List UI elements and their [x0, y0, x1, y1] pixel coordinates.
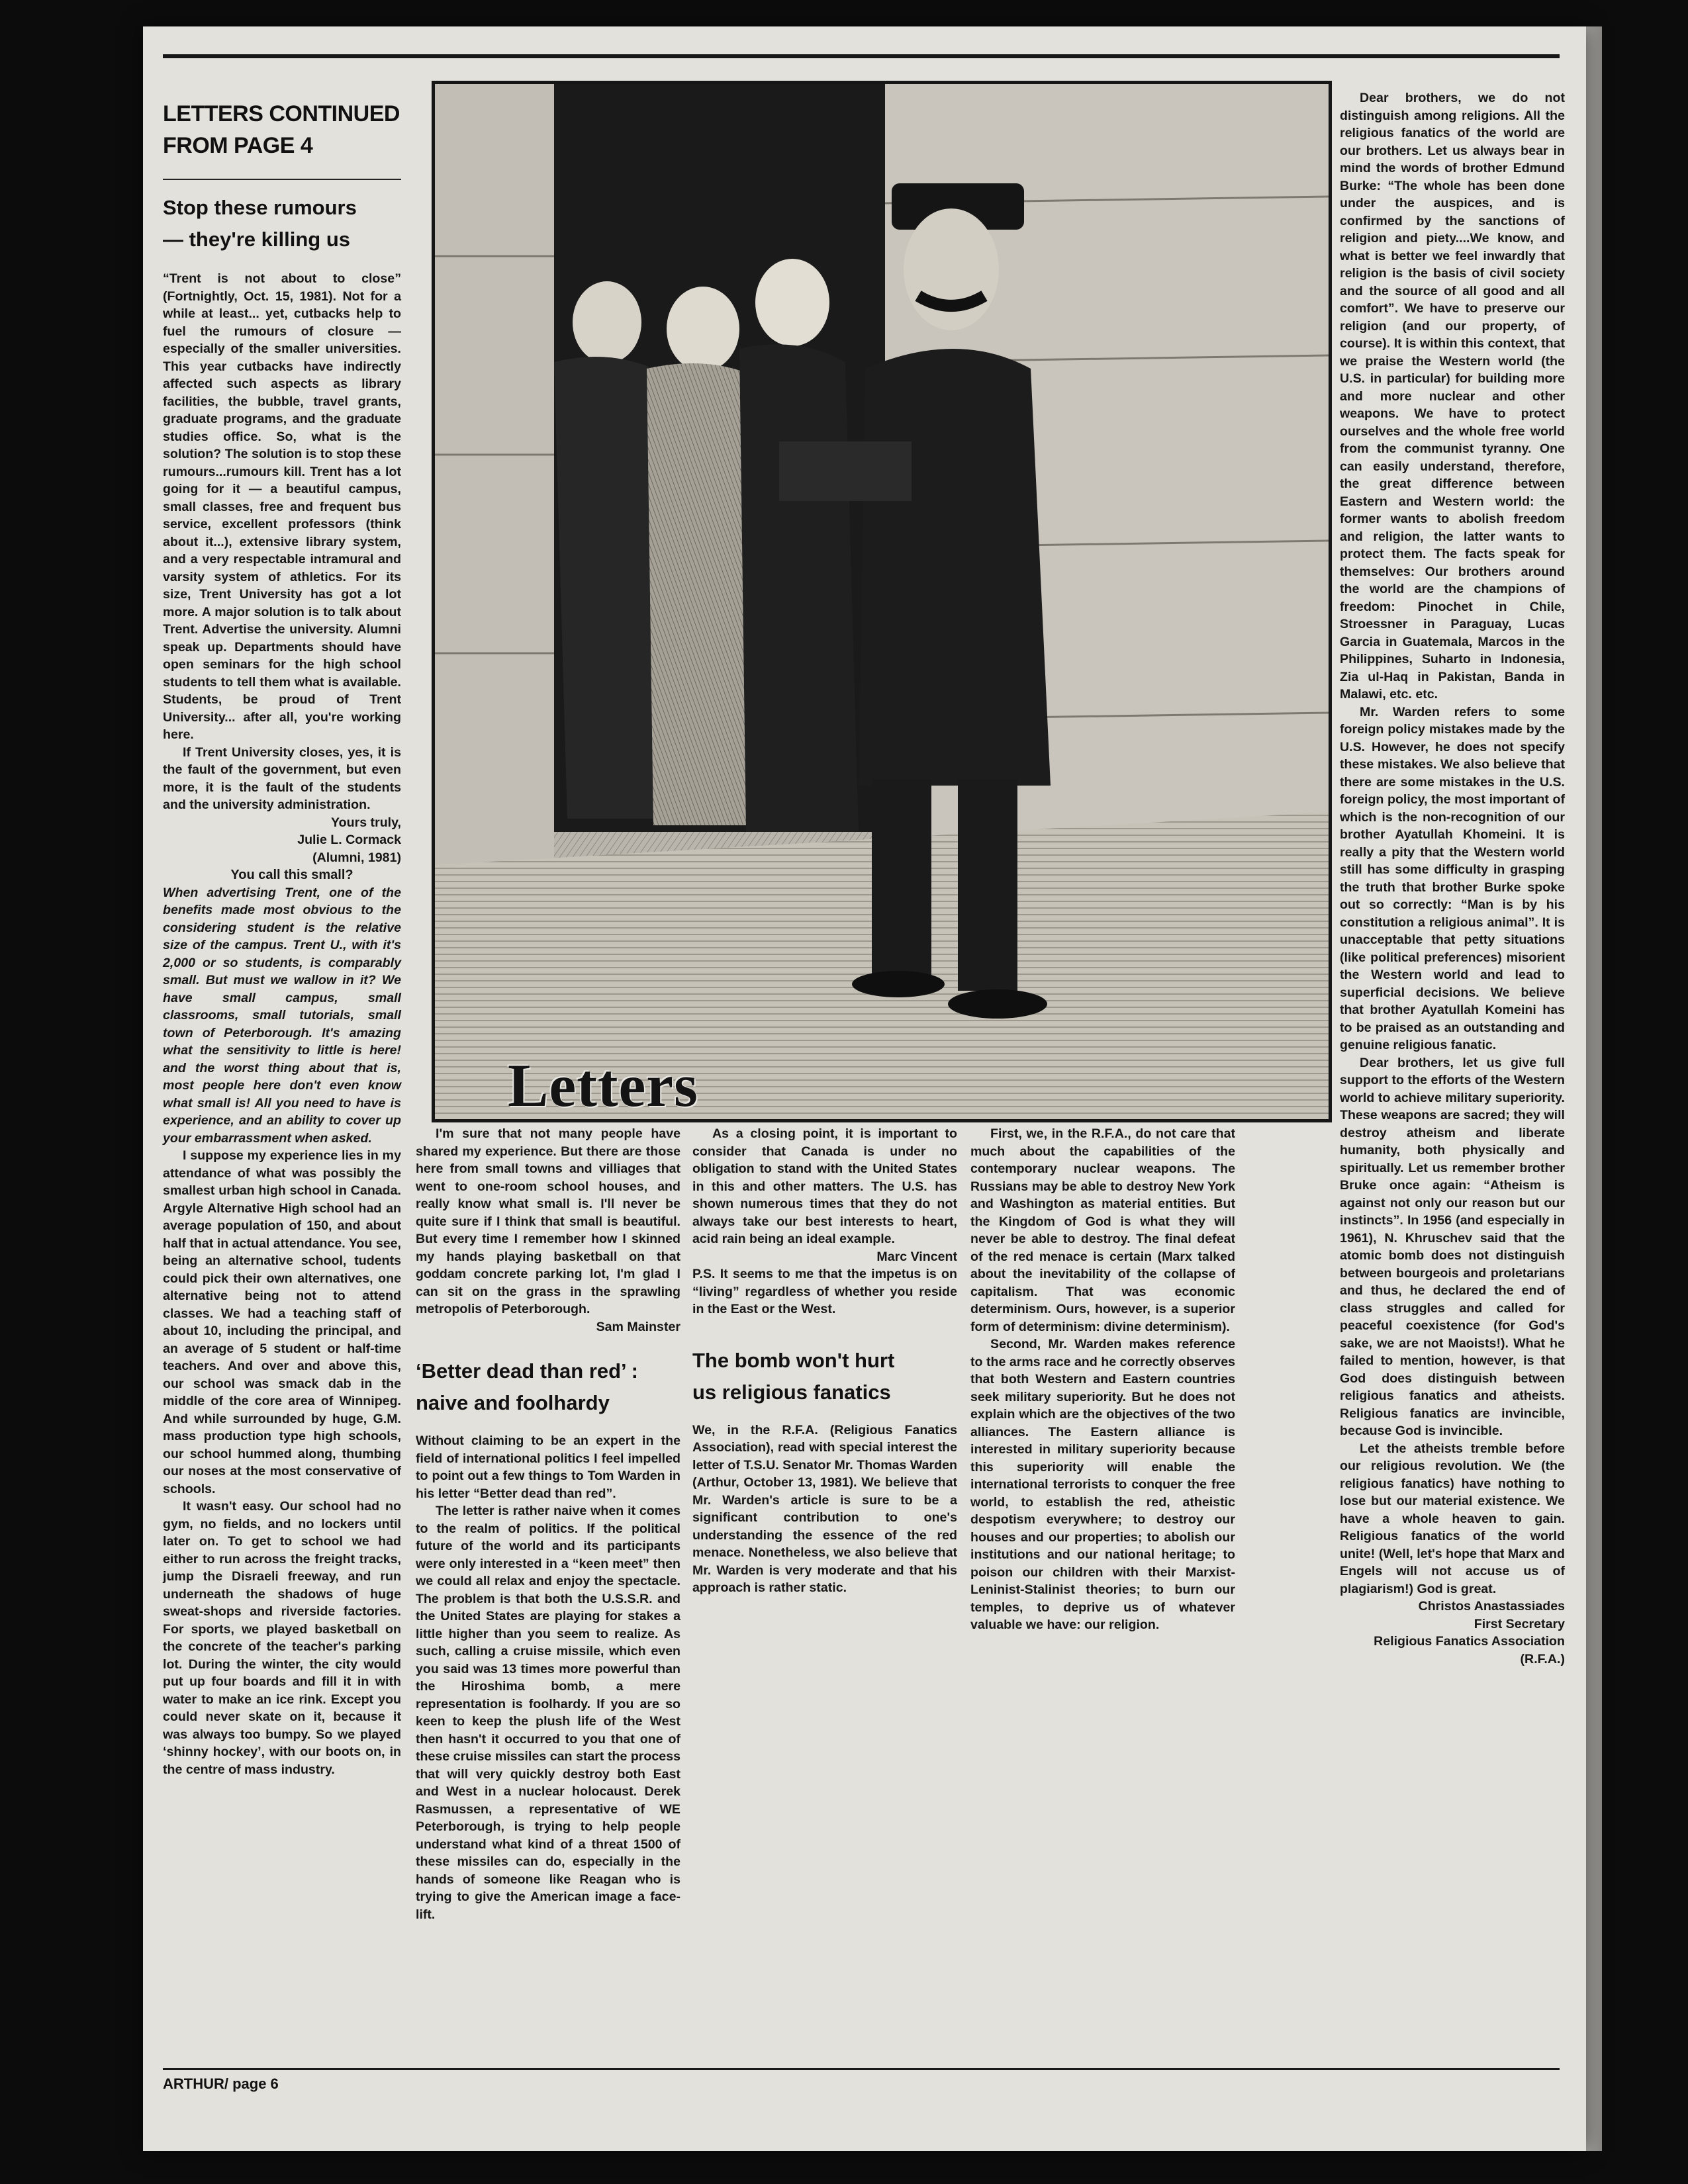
page-footer: ARTHUR/ page 6 [163, 2075, 279, 2092]
article3-headline-line1: ‘Better dead than red’ : [416, 1359, 638, 1383]
article1-author: Julie L. Cormack [297, 833, 401, 847]
article2-paragraph: I suppose my experience lies in my attendance of what was possibly the smallest urban high school in Canada. Argyle Alternative High school had an average population of 150, and about half that in actual attendance. You see, being an alternative school, tudents could pick their own alternatives, one alternative being not to attend classes. We had a teaching staff of about 10, including the principal, and an average of 5 student or half-time teachers. And over and above this, our school was smack dab in the middle of the core area of Winnipeg. And while surrounded by huge, G.M. mass production type high schools, our school hummed along, thumbing our noses at the most conservative of schools. [163, 1148, 401, 1496]
article4-author-org-abbr: (R.F.A.) [1520, 1651, 1565, 1666]
article4-paragraph: Dear brothers, we do not distinguish among religions. All the religious fanatics of the world are our brothers. Let us always bear in mind the words of brother Edmund Burke: “The whole has been done under the auspices, and is confirmed by the sanctions of religion and piety....We know, and what is better we feel inwardly that religion is the basis of civil society and the source of all good and all comfort”. We have to preserve our religion (and our property, of course). It is within this context, that we praise the Western world (the U.S. in particular) for building more and more nuclear and other weapons. We have to protect ourselves and the whole free world from the communist tyranny. One can easily understand, therefore, the great difference between Eastern and Western world: the former wants to abolish freedom and religion, the latter wants to protect them. The facts speak for themselves: Our brothers around the world are the champions of freedom: Pinochet in Chile, Stroessner in Paraguay, Lucas Garcia in Guatemala, Marcos in the Philippines, Suharto in Indonesia, Zia ul-Haq in Pakistan, Banda in Malawi, etc. etc. [1340, 91, 1565, 702]
column-2 [416, 1125, 680, 1923]
article2-intro: When advertising Trent, one of the benefits made most obvious to the considering student is the relative size of the campus. Trent U., with it's 2,000 or so students, is comparably small. But must we wallow in it? We have small campus, small classrooms, small tutorials, small town of Peterborough. It's amazing what the sensitivity to little is here! and the worst thing about that is, most people here don't even know what small is! All you need to have is experience, and an ability to cover up your embarrassment when asked. [163, 885, 401, 1146]
article4-author-title: First Secretary [1474, 1616, 1565, 1631]
top-rule [163, 54, 1560, 58]
article4-paragraph: Second, Mr. Warden makes reference to the arms race and he correctly observes that both Western and Eastern countries seek military superiority. But he does not explain which are the objectives of the two alliances. The Eastern alliance is interested in military superiority because this superiority will enable the international terrorists to conquer the free world, to establish the red, atheistic despotism everywhere; to destroy our houses and our properties; to abolish our institutions and our national heritage; to poison our children with their Marxist-Leninist-Stalinist theories; to burn our temples, to deprive us of whatever valuable we have: our religion. [970, 1337, 1235, 1632]
letters-illustration [432, 81, 1332, 1122]
article1-headline-line1: Stop these rumours [163, 196, 357, 219]
article1-signature [163, 814, 401, 867]
article1-signoff: Yours truly, [331, 815, 401, 830]
column-3 [692, 1125, 957, 1597]
engraving-image [435, 84, 1329, 1119]
article4-signature [1340, 1598, 1565, 1668]
article1-headline [163, 192, 401, 255]
article1-paragraph: “Trent is not about to close” (Fortnightly, Oct. 15, 1981). Not for a while at least... yet, cutbacks help to fuel the rumours of closure — especially of the smaller universities. This year cutbacks have indirectly affected such aspects as library facilities, the bubble, travel grants, graduate programs, and the graduate studies office. So, what is the solution? The solution is to stop these rumours...rumours kill. Trent has a lot going for it — a beautiful campus, small classes, free and frequent bus service, excellent professors (think about it...), extensive library system, and a very respectable intramural and varsity system of athletics. For its size, Trent University has got a lot more. A major solution is to talk about Trent. Advertise the university. Alumni speak up. Departments should have open seminars for the high school students to tell them what is available. Students, be proud of Trent University... after all, you're working here. [163, 271, 401, 742]
article4-author: Christos Anastassiades [1418, 1599, 1565, 1614]
article2-author: Sam Mainster [596, 1319, 680, 1334]
article4-headline-line2: us religious fanatics [692, 1380, 891, 1404]
article2-paragraph: I'm sure that not many people have shared my experience. But there are those here from small towns and villiages that went to one-room school houses, and really know what small is. I'll never be quite sure if I think that small is beautiful. But every time I remember how I skinned my hands playing basketball on that goddam concrete parking lot, I'm glad I can sit on the grass in the sprawling metropolis of Peterborough. [416, 1126, 680, 1316]
column-4 [970, 1125, 1235, 1634]
article3-headline-line2: naive and foolhardy [416, 1391, 610, 1414]
letters-title: Letters [508, 1052, 698, 1119]
column-5 [1340, 89, 1565, 1668]
article4-headline [692, 1345, 957, 1408]
article1-headline-line2: — they're killing us [163, 228, 350, 251]
article2-subhead: You call this small? [230, 868, 353, 882]
article4-paragraph: Mr. Warden refers to some foreign policy mistakes made by the U.S. However, he does not specify these mistakes. We also believe that there are some mistakes in the U.S. foreign policy, the most important of which is the non-recognition of our brother Ayatullah Khomeini. It is really a pity that the Western world still has some difficulty in grasping the truth that brother Burke spoke out so correctly: “Man is by his constitution a religious animal”. It is unacceptable that petty situations (like political preferences) misorient the Western world and lead to superficial decisions. We believe that brother Ayatullah Komeini has to be praised as an outstanding and genuine religious fanatic. [1340, 704, 1565, 1052]
article4-paragraph: Dear brothers, let us give full support to the efforts of the Western world to achieve military superiority. These weapons are sacred; they will destroy atheism and liberate humanity, both physically and spiritually. Let us remember brother Bruke once again: “Atheism is against not only our reason but our instincts”. In 1956 (and especially in 1961), N. Khruschev said that the atomic bomb does not distinguish between bourgeois and proletarians and thus, he declared the end of class struggles and called for peaceful coexistence (for God's sake, we are not Maoists!). What he failed to mention, however, is that God does distinguish between religious fanatics and atheists. Religious fanatics are invincible, because God is invincible. [1340, 1055, 1565, 1438]
article2-paragraph: It wasn't easy. Our school had no gym, no fields, and no lockers until later on. To get to school we had either to run across the freight tracks, jump the Disraeli freeway, and run underneath the shadows of huge sweat-shops and riverside factories. For sports, we played basketball on the concrete of the teacher's parking lot. During the winter, the city would put up four boards and fill it in with water to make an ice rink. Except you could never skate on it, because it was always too bumpy. So we played ‘shinny hockey’, with our boots on, in the centre of mass industry. [163, 1499, 401, 1777]
section-kicker: LETTERS CONTINUED FROM PAGE 4 [163, 101, 400, 158]
bottom-rule [163, 2068, 1560, 2070]
article4-paragraph: Let the atheists tremble before our religious revolution. We (the religious fanatics) have nothing to lose but our material existence. We have a whole heaven to gain. Religious fanatics of the world unite! (Well, let's hope that Marx and Engels will not accuse us of plagiarism!) God is great. [1340, 1441, 1565, 1596]
article1-paragraph: If Trent University closes, yes, it is the fault of the government, but even more, it is the fault of the students and the university administration. [163, 745, 401, 812]
column-1-upper [163, 192, 401, 1778]
article4-headline-line1: The bomb won't hurt [692, 1348, 895, 1372]
article3-paragraph: Without claiming to be an expert in the field of international politics I feel impelled to point out a few things to Tom Warden in his letter “Better dead than red”. [416, 1433, 680, 1501]
article3-author: Marc Vincent [876, 1249, 957, 1264]
article4-paragraph: We, in the R.F.A. (Religious Fanatics Association), read with special interest the letter of T.S.U. Senator Mr. Thomas Warden (Arthur, October 13, 1981). We believe that Mr. Warden's article is sure to be a significant contribution to one's understanding the essence of the red menace. Nonetheless, we also believe that Mr. Warden is very moderate and that his approach is rather static. [692, 1422, 957, 1595]
newspaper-page [143, 26, 1586, 2151]
article3-ps: P.S. It seems to me that the impetus is on “living” regardless of whether you reside in the East or the West. [692, 1267, 957, 1316]
article4-paragraph: First, we, in the R.F.A., do not care that much about the capabilities of the contemporary nuclear weapons. The Russians may be able to destroy New York and Washington as material entities. But the Kingdom of God is what they will never be able to destroy. The final defeat of the red menace is certain (Marx talked about the inevitability of the collapse of capitalism. That was economic determinism. Ours, however, is a superior form of determinism: divine determinism). [970, 1126, 1235, 1334]
article4-author-org: Religious Fanatics Association [1374, 1634, 1565, 1649]
article3-paragraph: As a closing point, it is important to consider that Canada is under no obligation to stand with the United States in this and other matters. The U.S. has shown numerous times that they do not always take our best interests to heart, acid rain being an ideal example. [692, 1126, 957, 1246]
article3-headline [416, 1355, 680, 1419]
kicker-rule [163, 179, 401, 180]
article3-paragraph: The letter is rather naive when it comes to the realm of politics. If the political future of the world and its participants were only interested in a “keen meet” then we could all relax and enjoy the spectacle. The problem is that both the U.S.S.R. and the United States are playing for stakes a little higher than you seem to realize. As such, calling a cruise missile, which even you said was 13 times more powerful than the Hiroshima bomb, a mere representation is foolhardy. If you are so keen to keep the plush life of the West then hasn't it occurred to you that one of these cruise missiles can start the process that will very quickly destroy both East and West in a nuclear holocaust. Derek Rasmussen, a representative of WE Peterborough, is trying to help people understand what kind of a threat 1500 of these missiles can do, especially in the hands of someone like Reagan who is trying to give the American image a face-lift. [416, 1504, 680, 1922]
article1-author-note: (Alumni, 1981) [312, 850, 401, 865]
